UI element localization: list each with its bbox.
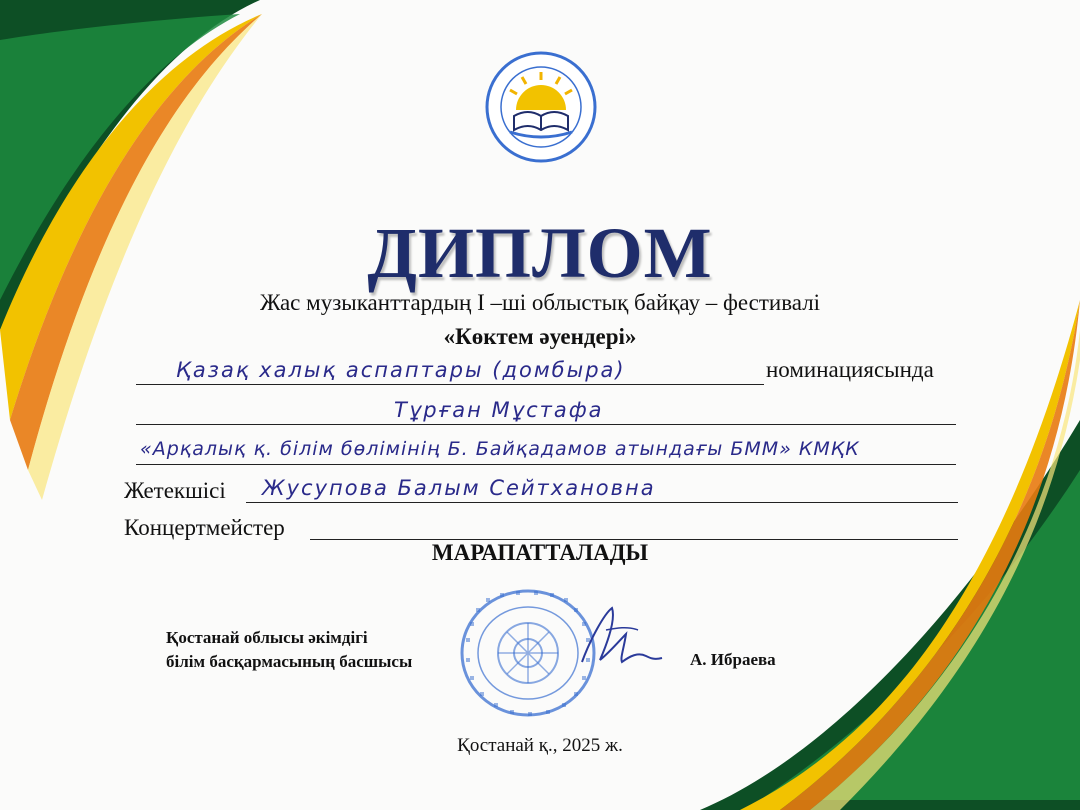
supervisor-underline xyxy=(246,502,958,503)
school-handwriting: «Арқалық қ. білім бөлімінің Б. Байқадамов атындағы БММ» КМҚК xyxy=(140,438,860,460)
nomination-handwriting: Қазақ халық аспаптары (домбыра) xyxy=(176,358,626,382)
signer-position xyxy=(166,626,412,674)
signer-position-line1: Қостанай облысы әкімдігі xyxy=(166,628,368,647)
diploma-title: ДИПЛОМ xyxy=(367,213,713,293)
nomination-underline xyxy=(136,384,764,385)
nomination-suffix: номинациясында xyxy=(766,357,934,382)
signer-position-line2: білім басқармасының басшысы xyxy=(166,652,413,671)
school-underline xyxy=(136,464,956,465)
education-department-emblem xyxy=(484,50,598,164)
participant-underline xyxy=(136,424,956,425)
supervisor-handwriting: Жусупова Балым Сейтхановна xyxy=(262,476,656,500)
handwritten-signature xyxy=(576,600,666,690)
supervisor-label: Жетекшісі xyxy=(124,478,226,503)
participant-handwriting: Тұрған Мұстафа xyxy=(394,398,604,422)
festival-name: «Көктем әуендері» xyxy=(443,324,637,349)
award-text: МАРАПАТТАЛАДЫ xyxy=(431,540,649,565)
accompanist-label: Концертмейстер xyxy=(124,515,285,540)
signer-name: А. Ибраева xyxy=(690,650,776,669)
contest-subtitle: Жас музыканттардың I –ші облыстық байқау – фестивалі xyxy=(259,290,821,315)
place-and-date: Қостанай қ., 2025 ж. xyxy=(457,735,623,756)
